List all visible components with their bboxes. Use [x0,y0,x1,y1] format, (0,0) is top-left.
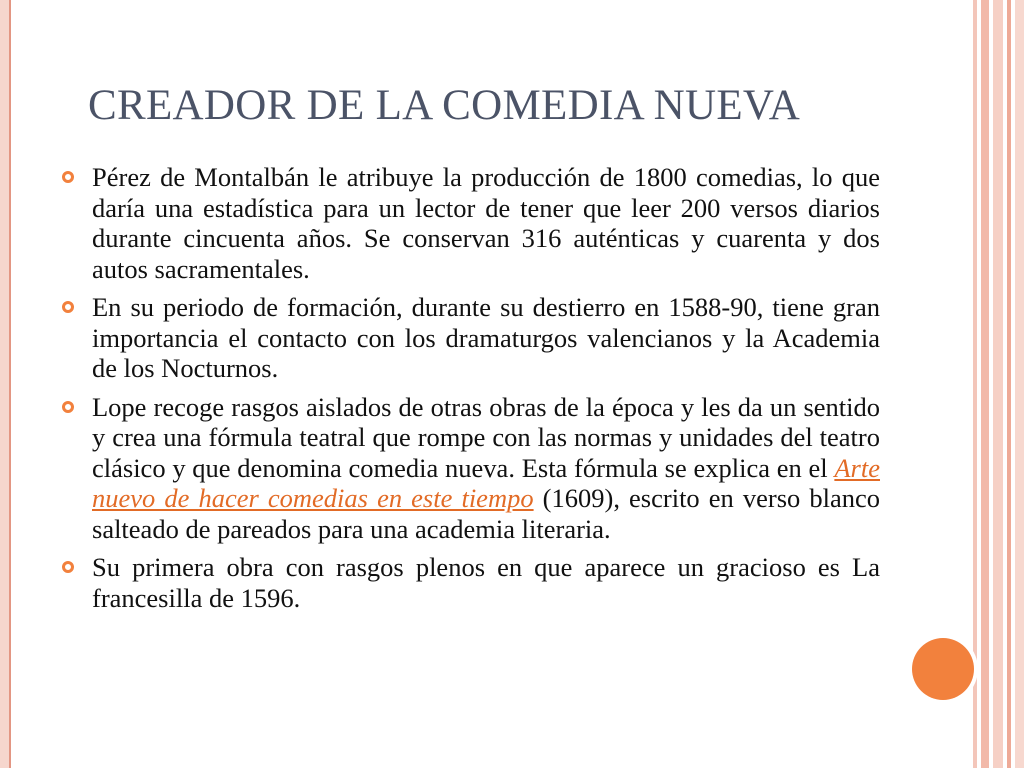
orange-circle-decoration [912,638,974,700]
bullet-list [58,162,880,621]
bullet-text: Pérez de Montalbán le atribuye la producción de 1800 comedias, lo que daría una estadística para un lector de tener que leer 200 versos diarios durante cincuenta años. Se conservan 316 auténticas y cuarenta y dos autos sacramentales. [92,162,880,284]
arte-nuevo-link[interactable]: Arte nuevo de hacer comedias en este tiempo [92,452,880,513]
bullet-ring-icon [61,400,75,414]
bullet-text: Lope recoge rasgos aislados de otras obras de la época y les da un sentido y crea una fórmula teatral que rompe con las normas y unidades del teatro clásico y que denomina comedia nueva. Esta fórmula se explica en el [92,391,880,483]
bullet-item [58,162,880,284]
bullet-text: En su periodo de formación, durante su destierro en 1588-90, tiene gran importancia el contacto con los dramaturgos valencianos y la Academia de los Nocturnos. [92,292,880,383]
bullet-ring-icon [61,560,75,574]
bullet-item [58,392,880,545]
left-border-decoration [0,0,11,768]
stripe [993,0,1003,768]
stripe [973,0,977,768]
bullet-text: Su primera obra con rasgos plenos en que aparece un gracioso es La francesilla de 1596. [92,552,880,613]
stripe [1007,0,1011,768]
bullet-ring-icon [61,300,75,314]
bullet-ring-icon [61,170,75,184]
bullet-item [58,292,880,384]
bullet-text: (1609), escrito en verso blanco salteado de pareados para una academia literaria. [92,483,880,544]
slide-title: CREADOR DE LA COMEDIA NUEVA [88,82,801,129]
stripe [1015,0,1024,768]
right-stripes-decoration [973,0,1024,768]
bullet-item [58,552,880,613]
stripe [981,0,989,768]
